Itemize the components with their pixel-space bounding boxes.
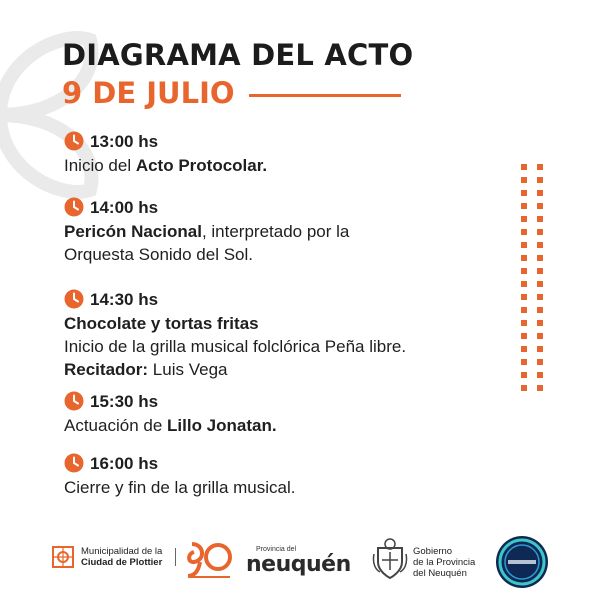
decorative-dot — [537, 294, 543, 300]
clock-icon — [64, 289, 84, 309]
event-text-segment: Orquesta Sonido del Sol. — [64, 245, 254, 264]
decorative-dot — [521, 242, 527, 248]
event-description-line — [64, 220, 349, 243]
decorative-dot — [537, 372, 543, 378]
footer-separator — [175, 548, 176, 566]
event-text-segment: Luis Vega — [148, 360, 228, 379]
title-rule — [249, 94, 401, 97]
subtitle-row — [62, 76, 401, 110]
decorative-dot — [521, 359, 527, 365]
decorative-dot — [521, 294, 527, 300]
decorative-dot — [521, 255, 527, 261]
decorative-dot — [537, 216, 543, 222]
event-time: 13:00 hs — [90, 131, 159, 151]
decorative-dot — [521, 190, 527, 196]
event-time: 14:30 hs — [90, 289, 159, 309]
event-item — [64, 390, 277, 437]
clock-icon — [64, 391, 84, 411]
government-line1: Gobierno — [413, 546, 453, 557]
dot-column-right — [537, 164, 543, 398]
government-crest-icon — [372, 536, 408, 580]
event-text-segment: Lillo Jonatan. — [167, 416, 277, 435]
decorative-dot — [521, 203, 527, 209]
municipality-logo — [52, 546, 162, 568]
decorative-dot — [521, 372, 527, 378]
municipality-emblem-icon — [52, 546, 74, 568]
event-time-row — [64, 196, 349, 218]
event-text-segment: , interpretado por la — [201, 222, 350, 241]
90-aniversario-logo-icon — [186, 540, 236, 580]
decorative-dot — [537, 268, 543, 274]
decorative-dot — [521, 229, 527, 235]
decorative-dot — [537, 333, 543, 339]
event-time-row — [64, 130, 267, 152]
government-line2: de la Provincia — [413, 557, 476, 568]
decorative-dot — [521, 216, 527, 222]
event-description-line — [64, 358, 406, 381]
decorative-dot — [537, 255, 543, 261]
decorative-dot — [521, 268, 527, 274]
decorative-dot — [521, 346, 527, 352]
decorative-dot — [537, 385, 543, 391]
page-title: DIAGRAMA DEL ACTO — [62, 38, 414, 72]
decorative-dot — [537, 281, 543, 287]
decorative-dot — [521, 320, 527, 326]
decorative-dot — [537, 320, 543, 326]
decorative-dot — [537, 242, 543, 248]
government-line3: del Neuquén — [413, 568, 467, 579]
clock-icon — [64, 131, 84, 151]
municipality-line2: Ciudad de Plottier — [81, 557, 163, 568]
page-subtitle: 9 DE JULIO — [62, 76, 235, 110]
event-item — [64, 130, 267, 177]
decorative-dot — [521, 164, 527, 170]
event-text-segment: Acto Protocolar. — [135, 156, 268, 175]
decorative-dot — [521, 385, 527, 391]
event-time-row — [64, 452, 295, 474]
decorative-dot — [537, 359, 543, 365]
decorative-dot — [537, 346, 543, 352]
event-item — [64, 288, 406, 381]
footer-logos — [0, 530, 600, 590]
province-label: Provincia del — [256, 546, 297, 553]
event-text-segment: Inicio del — [64, 156, 136, 175]
decorative-dot — [521, 333, 527, 339]
event-time: 15:30 hs — [90, 391, 159, 411]
municipality-line1: Municipalidad de la — [81, 546, 163, 557]
decorative-dot — [537, 229, 543, 235]
event-text-segment: Cierre y fin de la grilla musical. — [64, 478, 296, 497]
province-wordmark: neuquén — [246, 552, 351, 577]
event-text-segment: Pericón Nacional — [64, 222, 202, 241]
event-text-segment: Chocolate y tortas fritas — [64, 314, 259, 333]
decorative-dot — [537, 307, 543, 313]
event-description-line — [64, 414, 277, 437]
event-text-segment: Actuación de — [64, 416, 168, 435]
event-description-line — [64, 476, 295, 499]
government-text — [413, 546, 475, 579]
event-time: 16:00 hs — [90, 453, 159, 473]
decorative-dot — [521, 177, 527, 183]
circle-emblem-logo-icon — [494, 534, 550, 590]
event-item — [64, 452, 295, 499]
decorative-dot — [537, 177, 543, 183]
event-time-row — [64, 288, 406, 310]
event-description-line — [64, 312, 406, 335]
decorative-dot — [537, 164, 543, 170]
event-description-line — [64, 154, 267, 177]
decorative-dot — [521, 307, 527, 313]
event-item — [64, 196, 349, 266]
clock-icon — [64, 197, 84, 217]
event-time-row — [64, 390, 277, 412]
decorative-dot — [521, 281, 527, 287]
event-description-line — [64, 243, 349, 266]
event-text-segment: Recitador: — [64, 360, 149, 379]
event-time: 14:00 hs — [90, 197, 159, 217]
clock-icon — [64, 453, 84, 473]
decorative-dot — [537, 190, 543, 196]
dot-column-left — [521, 164, 527, 398]
decorative-dot — [537, 203, 543, 209]
event-description-line — [64, 335, 406, 358]
event-text-segment: Inicio de la grilla musical folclórica Peña libre. — [64, 337, 407, 356]
